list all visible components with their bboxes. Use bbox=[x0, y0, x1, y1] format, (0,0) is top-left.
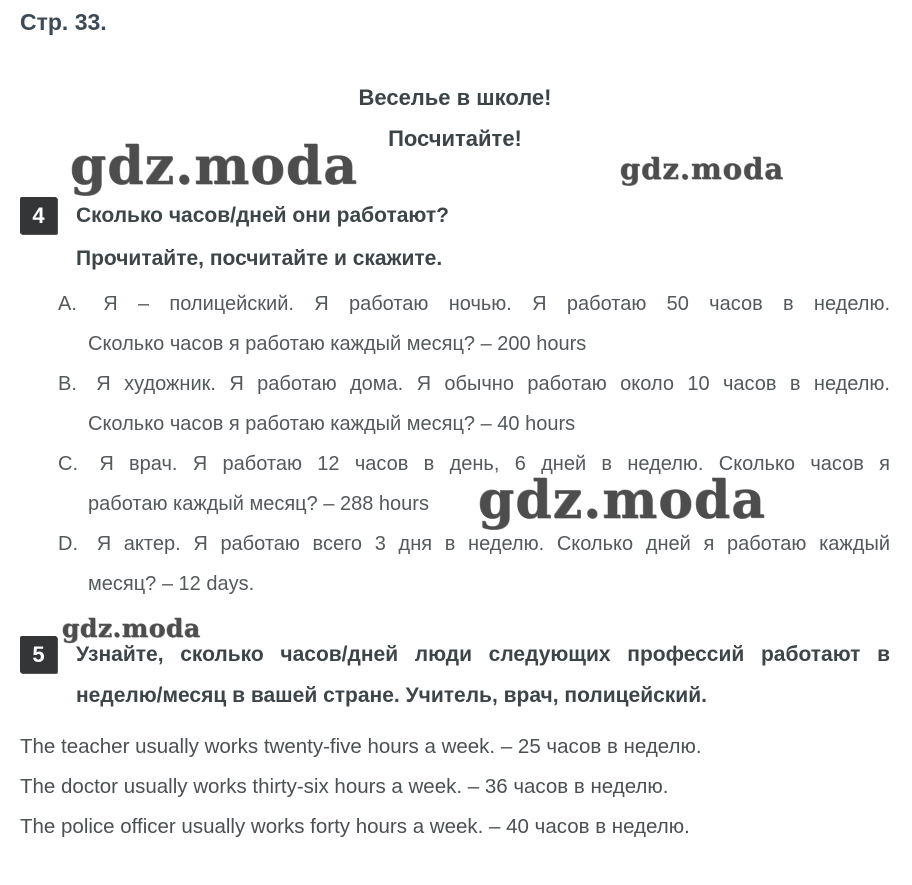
item-b bbox=[58, 364, 890, 444]
task-4-subtitle: Прочитайте, посчитайте и скажите. bbox=[76, 247, 443, 270]
answer-line-teacher: The teacher usually works twenty-five hours a week. – 25 часов в неделю. bbox=[20, 735, 702, 758]
watermark-gdz-moda-medium-right: gdz.moda bbox=[620, 152, 785, 186]
item-a-text: Я – полицейский. Я работаю ночью. Я работаю 50 часов в неделю. bbox=[103, 293, 891, 315]
page-title: Веселье в школе! bbox=[358, 85, 552, 110]
headings-block bbox=[20, 84, 890, 153]
task-4-number-badge bbox=[20, 197, 57, 234]
item-d-line1 bbox=[58, 524, 890, 564]
watermark-gdz-moda-small: gdz.moda bbox=[62, 614, 201, 643]
item-c bbox=[58, 444, 890, 524]
item-a-letter: А. bbox=[58, 293, 77, 315]
task-5-title-line1: Узнайте, сколько часов/дней люди следующих профессий работают в bbox=[76, 643, 890, 666]
item-b-letter: В. bbox=[58, 373, 77, 395]
task-4-items bbox=[58, 284, 890, 604]
task-4-number: 4 bbox=[32, 202, 45, 228]
item-b-text: Я художник. Я работаю дома. Я обычно работаю около 10 часов в неделю. bbox=[96, 373, 890, 395]
task-5-answers bbox=[20, 727, 890, 847]
task-5-section bbox=[20, 636, 890, 711]
item-a-line2: Сколько часов я работаю каждый месяц? – 200 hours bbox=[88, 333, 587, 355]
task-4-section bbox=[20, 197, 890, 604]
watermark-gdz-moda-large-middle: gdz.moda bbox=[478, 470, 767, 531]
task-5-title-line2: неделю/месяц в вашей стране. Учитель, врач, полицейский. bbox=[76, 684, 707, 707]
watermark-gdz-moda-large-top: gdz.moda bbox=[70, 136, 359, 197]
item-a bbox=[58, 284, 890, 364]
task-4-title: Сколько часов/дней они работают? bbox=[76, 204, 449, 227]
task-5-header bbox=[20, 636, 890, 673]
item-b-line2: Сколько часов я работаю каждый месяц? – 40 hours bbox=[88, 413, 576, 435]
page-subtitle: Посчитайте! bbox=[388, 126, 522, 151]
item-c-line2: работаю каждый месяц? – 288 hours bbox=[88, 493, 429, 515]
item-c-letter: С. bbox=[58, 453, 78, 475]
item-d-line2: месяц? – 12 days. bbox=[88, 573, 255, 595]
answer-line-police-officer: The police officer usually works forty hours a week. – 40 часов в неделю. bbox=[20, 815, 690, 838]
task-4-header bbox=[20, 197, 890, 234]
item-c-line1 bbox=[58, 444, 890, 484]
item-a-line1 bbox=[58, 284, 890, 324]
item-b-line1 bbox=[58, 364, 890, 404]
page-number-label: Стр. 33. bbox=[20, 9, 107, 35]
answer-line-doctor: The doctor usually works thirty-six hours a week. – 36 часов в неделю. bbox=[20, 775, 669, 798]
task-5-number-badge bbox=[20, 636, 57, 673]
item-d bbox=[58, 524, 890, 604]
item-c-text: Я врач. Я работаю 12 часов в день, 6 дней в неделю. Сколько часов я bbox=[99, 453, 890, 475]
item-d-letter: D. bbox=[58, 533, 78, 555]
item-d-text: Я актер. Я работаю всего 3 дня в неделю. Сколько дней я работаю каждый bbox=[96, 533, 891, 555]
task-5-number: 5 bbox=[32, 641, 45, 667]
